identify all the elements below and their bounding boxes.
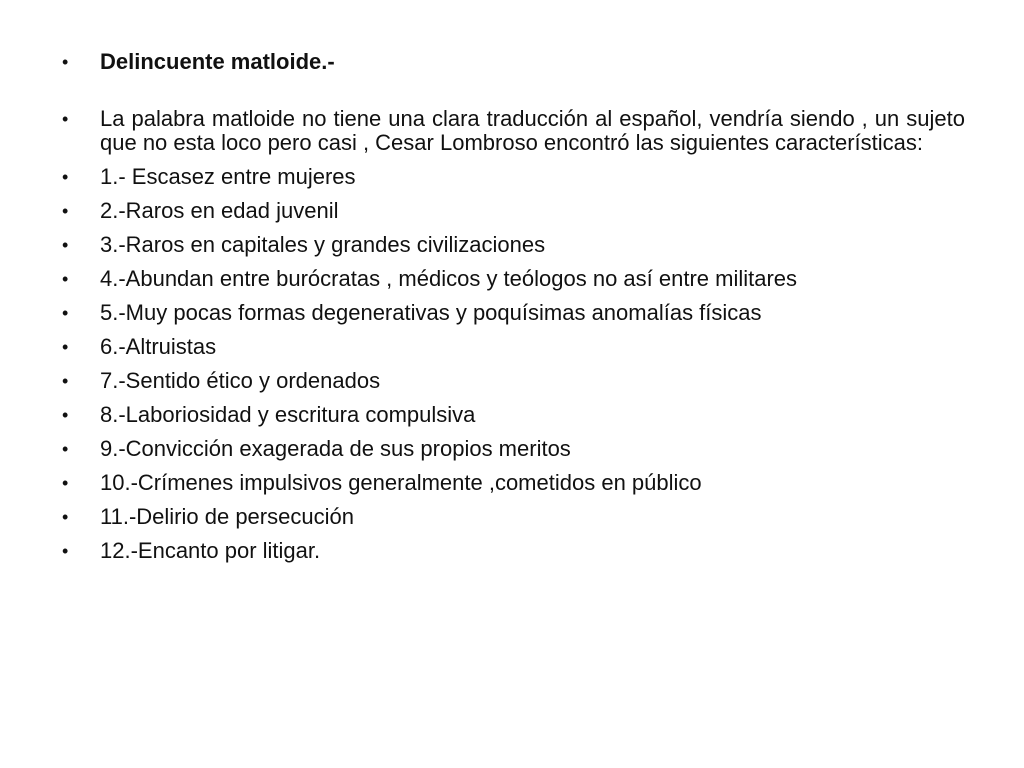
- list-item: [62, 403, 965, 427]
- slide-content: [62, 50, 965, 573]
- bullet-icon: •: [62, 269, 69, 289]
- list-item-text: 3.-Raros en capitales y grandes civilizaciones: [100, 232, 546, 257]
- bullet-icon: •: [62, 405, 69, 425]
- intro-paragraph: La palabra matloide no tiene una clara traducción al español, vendría siendo , un sujeto que no esta loco pero casi , Cesar Lombroso encontró las siguientes características:: [100, 106, 965, 155]
- list-item: [62, 267, 965, 291]
- list-item: [62, 335, 965, 359]
- list-item-text: 11.-Delirio de persecución: [100, 504, 354, 529]
- list-item: [62, 199, 965, 223]
- bullet-icon: •: [62, 439, 69, 459]
- list-item: [62, 539, 965, 563]
- bullet-icon: •: [62, 109, 69, 129]
- list-item-text: 5.-Muy pocas formas degenerativas y poquísimas anomalías físicas: [100, 300, 762, 325]
- bullet-icon: •: [62, 541, 69, 561]
- bullet-intro: [62, 107, 965, 155]
- list-item-text: 7.-Sentido ético y ordenados: [100, 368, 381, 393]
- bullet-list: [62, 50, 965, 563]
- bullet-icon: •: [62, 473, 69, 493]
- list-item-text: 9.-Convicción exagerada de sus propios meritos: [100, 436, 571, 461]
- list-item: [62, 233, 965, 257]
- bullet-heading: [62, 50, 965, 74]
- list-item-text: 12.-Encanto por litigar.: [100, 538, 321, 563]
- list-item-text: 6.-Altruistas: [100, 334, 217, 359]
- list-item: [62, 437, 965, 461]
- bullet-icon: •: [62, 337, 69, 357]
- list-item-text: 4.-Abundan entre burócratas , médicos y teólogos no así entre militares: [100, 266, 798, 291]
- list-item: [62, 165, 965, 189]
- bullet-icon: •: [62, 167, 69, 187]
- bullet-icon: •: [62, 235, 69, 255]
- list-item-text: 1.- Escasez entre mujeres: [100, 164, 356, 189]
- bullet-icon: •: [62, 201, 69, 221]
- list-item-text: 10.-Crímenes impulsivos generalmente ,cometidos en público: [100, 470, 702, 495]
- bullet-icon: •: [62, 52, 69, 72]
- list-item: [62, 301, 965, 325]
- list-item-text: 8.-Laboriosidad y escritura compulsiva: [100, 402, 476, 427]
- bullet-icon: •: [62, 371, 69, 391]
- list-item: [62, 471, 965, 495]
- bullet-icon: •: [62, 303, 69, 323]
- slide-heading: Delincuente matloide.-: [100, 49, 335, 74]
- list-item: [62, 505, 965, 529]
- list-item: [62, 369, 965, 393]
- list-item-text: 2.-Raros en edad juvenil: [100, 198, 339, 223]
- bullet-icon: •: [62, 507, 69, 527]
